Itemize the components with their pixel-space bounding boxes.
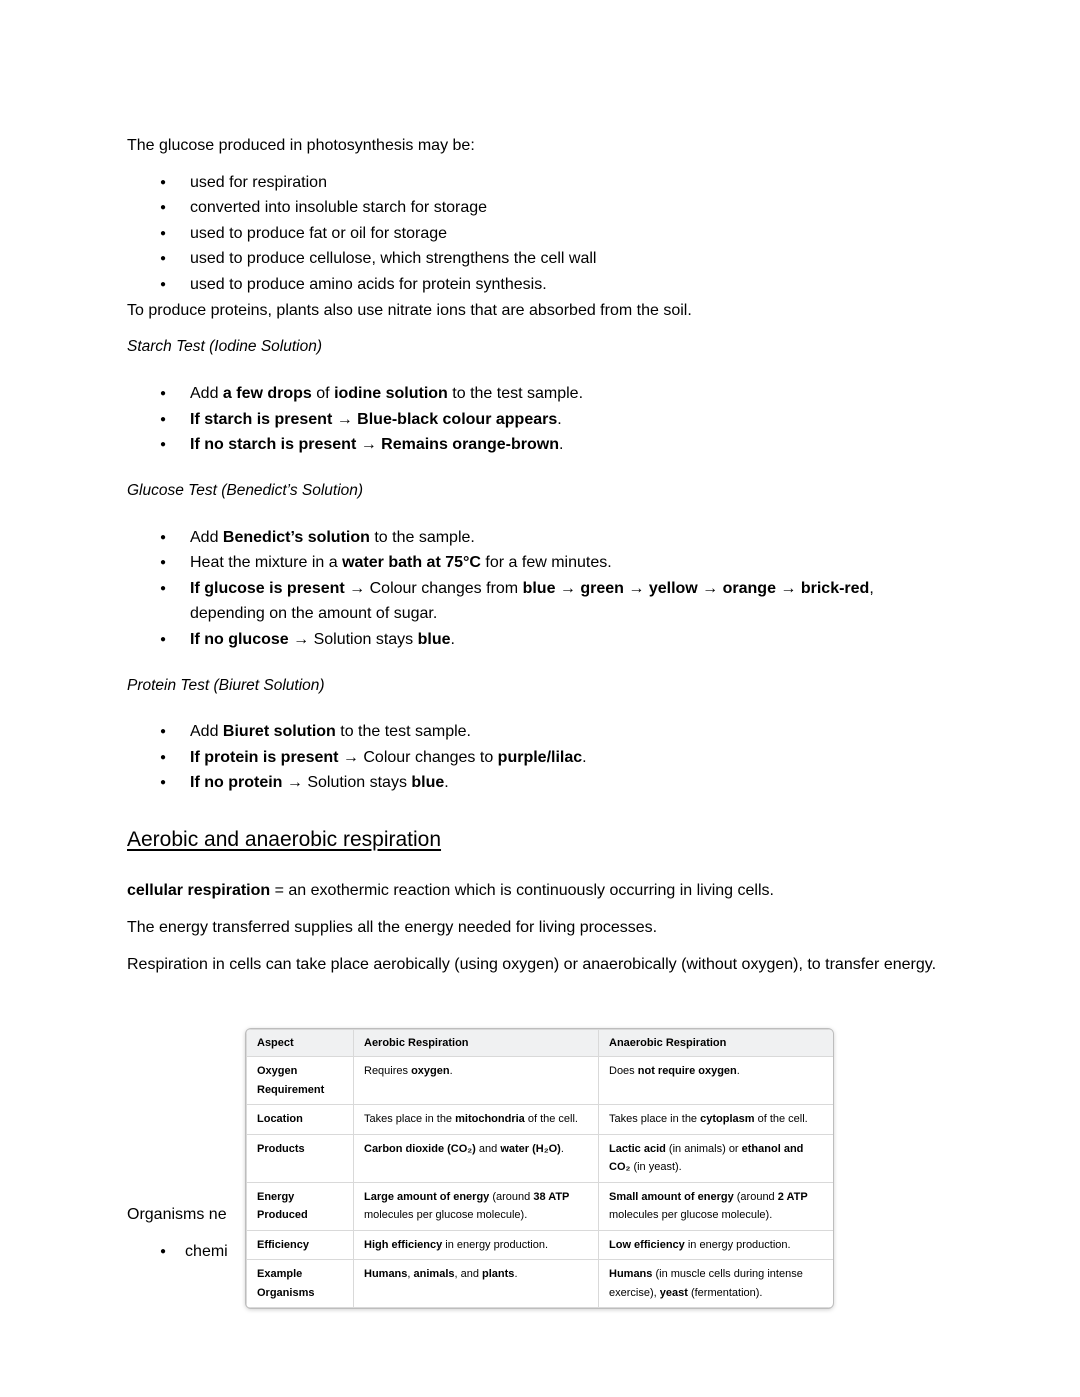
aspect-cell: Oxygen Requirement: [247, 1057, 354, 1105]
clipped-bullet-text: chemi: [185, 1243, 228, 1260]
value-cell: Lactic acid (in animals) or ethanol and CO₂ (in yeast).: [599, 1134, 834, 1182]
value-cell: Does not require oxygen.: [599, 1057, 834, 1105]
list-item: ● If no starch is present → Remains orange-brown.: [160, 432, 950, 458]
list-item: ● converted into insoluble starch for storage: [160, 195, 950, 221]
value-cell: High efficiency in energy production.: [354, 1230, 599, 1259]
table-body: [247, 1057, 834, 1308]
aspect-cell: Efficiency: [247, 1230, 354, 1259]
clipped-bullet-line: [127, 1243, 228, 1261]
table-row: [247, 1057, 834, 1105]
table-row: [247, 1134, 834, 1182]
aspect-cell: Location: [247, 1105, 354, 1134]
list-item: ● If starch is present → Blue-black colour appears.: [160, 407, 950, 433]
table-row: [247, 1260, 834, 1308]
aspect-cell: Example Organisms: [247, 1260, 354, 1308]
starch-test-list: [160, 381, 950, 458]
value-cell: Carbon dioxide (CO₂) and water (H₂O).: [354, 1134, 599, 1182]
list-item: ● If no protein → Solution stays blue.: [160, 770, 950, 796]
table-header-row: [247, 1030, 834, 1057]
value-cell: Takes place in the cytoplasm of the cell.: [599, 1105, 834, 1134]
value-cell: Small amount of energy (around 2 ATP molecules per glucose molecule).: [599, 1182, 834, 1230]
table-header-anaerobic: Anaerobic Respiration: [599, 1030, 834, 1057]
glucose-uses-list: [160, 170, 950, 298]
list-item: ● If glucose is present → Colour changes from blue → green → yellow → orange → brick-red, depending on the amount of sugar.: [160, 576, 950, 627]
protein-test-heading: Protein Test (Biuret Solution): [127, 676, 325, 694]
value-cell: Humans, animals, and plants.: [354, 1260, 599, 1308]
list-item: ● used to produce cellulose, which strengthens the cell wall: [160, 246, 950, 272]
aspect-cell: Products: [247, 1134, 354, 1182]
list-item: ● Heat the mixture in a water bath at 75°C for a few minutes.: [160, 550, 950, 576]
table-header-aerobic: Aerobic Respiration: [354, 1030, 599, 1057]
list-item: ● Add Biuret solution to the test sample.: [160, 719, 950, 745]
protein-note-paragraph: To produce proteins, plants also use nitrate ions that are absorbed from the soil.: [127, 301, 692, 319]
value-cell: Requires oxygen.: [354, 1057, 599, 1105]
intro-paragraph: The glucose produced in photosynthesis may be:: [127, 137, 475, 154]
starch-test-heading: Starch Test (Iodine Solution): [127, 338, 323, 356]
table-row: [247, 1230, 834, 1259]
value-cell: Low efficiency in energy production.: [599, 1230, 834, 1259]
list-item: ● used to produce fat or oil for storage: [160, 221, 950, 247]
protein-test-list: [160, 719, 950, 796]
list-item: ● If no glucose → Solution stays blue.: [160, 627, 950, 653]
glucose-test-list: [160, 525, 950, 653]
clipped-text-organisms: Organisms ne: [127, 1206, 227, 1223]
table-row: [247, 1105, 834, 1134]
paragraph-respiration-types: Respiration in cells can take place aerobically (using oxygen) or anaerobically (without oxygen), to transfer energy.: [127, 955, 937, 973]
list-item: ● used to produce amino acids for protein synthesis.: [160, 272, 950, 298]
value-cell: Humans (in muscle cells during intense exercise), yeast (fermentation).: [599, 1260, 834, 1308]
value-cell: Large amount of energy (around 38 ATP molecules per glucose molecule).: [354, 1182, 599, 1230]
section-heading-respiration: Aerobic and anaerobic respiration: [127, 828, 442, 852]
list-item: ● If protein is present → Colour changes to purple/lilac.: [160, 745, 950, 771]
list-item: ● Add Benedict’s solution to the sample.: [160, 525, 950, 551]
paragraph-cellular-respiration: cellular respiration = an exothermic reaction which is continuously occurring in living cells.: [127, 882, 774, 900]
value-cell: Takes place in the mitochondria of the cell.: [354, 1105, 599, 1134]
document-content: [127, 133, 950, 984]
list-item: ● Add a few drops of iodine solution to the test sample.: [160, 381, 950, 407]
glucose-test-heading: Glucose Test (Benedict’s Solution): [127, 481, 364, 499]
bullet-icon: [160, 1246, 166, 1257]
table-header-aspect: Aspect: [247, 1030, 354, 1057]
respiration-comparison-table-card: [245, 1028, 834, 1309]
respiration-paragraphs: [127, 873, 950, 983]
list-item: ● used for respiration: [160, 170, 950, 196]
table-row: [247, 1182, 834, 1230]
aspect-cell: Energy Produced: [247, 1182, 354, 1230]
paragraph-energy-transferred: The energy transferred supplies all the energy needed for living processes.: [127, 919, 658, 937]
respiration-comparison-table: [246, 1029, 834, 1308]
